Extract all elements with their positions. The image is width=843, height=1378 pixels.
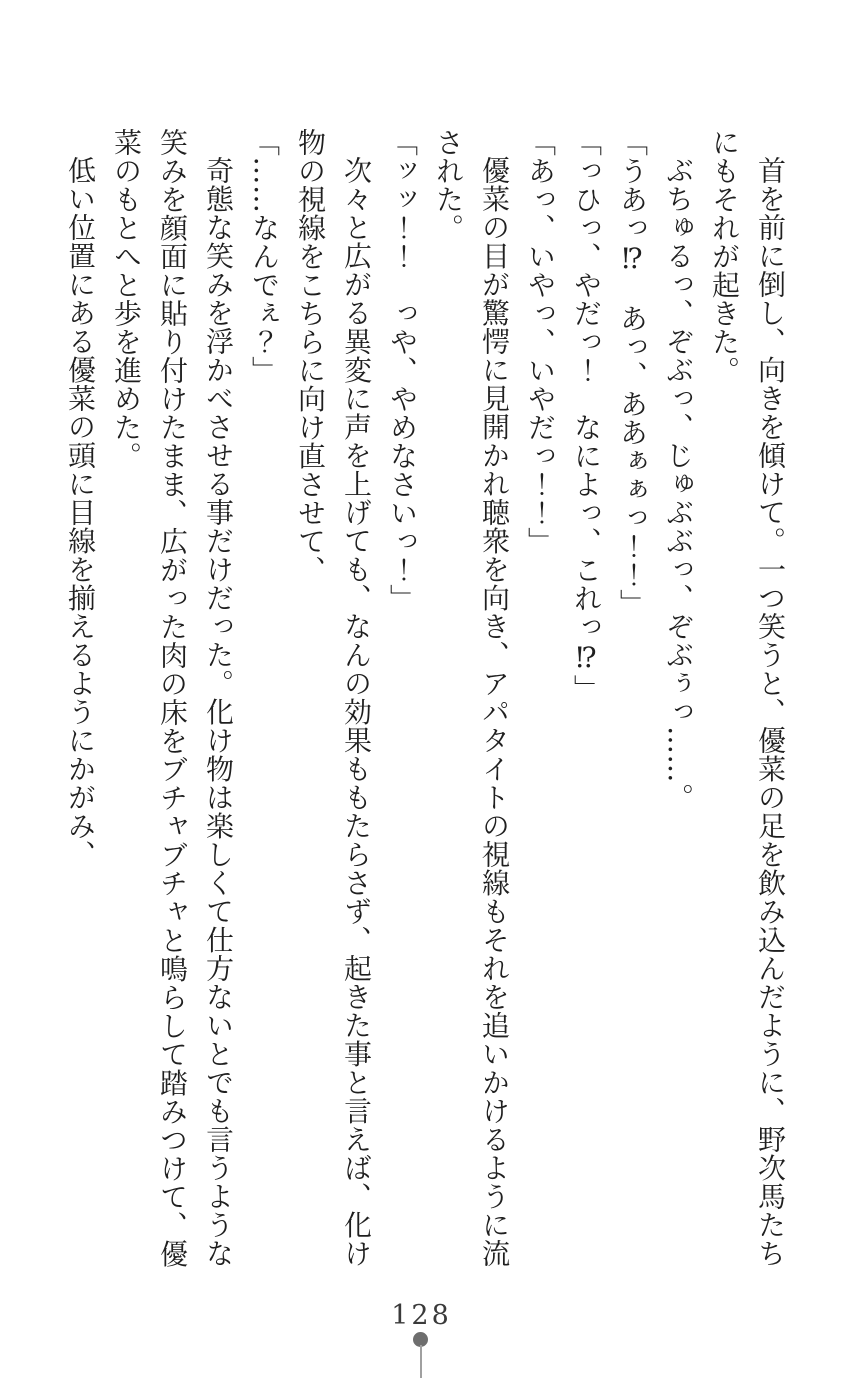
text-line: 次々と広がる異変に声を上げても、なんの効果ももたらさず、起きた事と言えば、化け bbox=[340, 156, 373, 1268]
text-line: 低い位置にある優菜の頭に目線を揃えるようにかがみ、 bbox=[64, 156, 97, 869]
text-line-dialogue: 「うあっ⁉ あっ、ああぁぁっ！！」 bbox=[616, 128, 649, 618]
text-line-dialogue: 「ッッ！！ っや、やめなさいっ！」 bbox=[386, 128, 419, 613]
text-line-dialogue: 「あっ、いやっ、いやだっ！！」 bbox=[524, 128, 557, 556]
page-marker-line bbox=[420, 1345, 422, 1378]
text-line: 物の視線をこちらに向け直させて、 bbox=[294, 128, 327, 584]
text-line-dialogue: 「っひっ、やだっ！ なによっ、これっ⁉」 bbox=[570, 128, 603, 703]
text-line: 優菜の目が驚愕に見開かれ聴衆を向き、アパタイトの視線もそれを追いかけるように流 bbox=[478, 156, 511, 1268]
text-line: 笑みを顔面に貼り付けたまま、広がった肉の床をブチャブチャと鳴らして踏みつけて、優 bbox=[156, 128, 189, 1268]
text-line: 菜のもとへと歩を進めた。 bbox=[110, 128, 143, 470]
text-line: された。 bbox=[432, 128, 465, 242]
text-line: 首を前に倒し、向きを傾けて。一つ笑うと、優菜の足を飲み込んだように、野次馬たち bbox=[754, 156, 787, 1268]
page-number: 128 bbox=[391, 1300, 452, 1331]
text-line: にもそれが起きた。 bbox=[708, 128, 741, 385]
text-line: ぶちゅるっ、ぞぶっ、じゅぶぶっ、ぞぶぅっ……。 bbox=[662, 156, 695, 812]
text-line-dialogue: 「……なんでぇ？」 bbox=[248, 128, 281, 385]
text-line: 奇態な笑みを浮かべさせる事だけだった。化け物は楽しくて仕方ないとでも言うような bbox=[202, 156, 235, 1268]
vertical-text-block bbox=[57, 128, 793, 1280]
